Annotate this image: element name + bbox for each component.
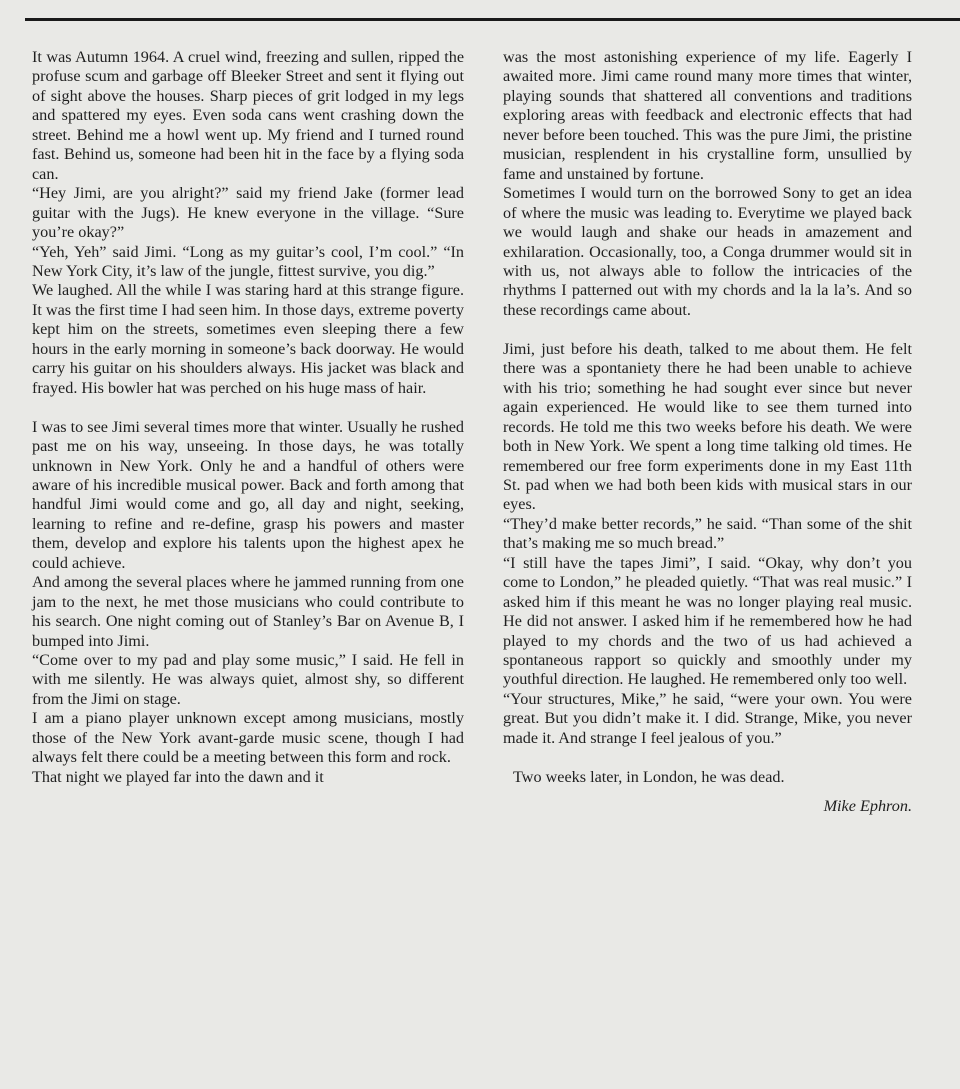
- left-column: [32, 48, 464, 787]
- paragraph: It was Autumn 1964. A cruel wind, freezing and sullen, ripped the profuse scum and garbage off Bleeker Street and sent it flying out of sight above the houses. Sharp pieces of grit lodged in my legs and spattered my eyes. Even soda cans went crashing down the street. Behind me a howl went up. My friend and I turned round fast. Behind us, someone had been hit in the face by a flying soda can.: [32, 48, 464, 183]
- paragraph: That night we played far into the dawn and it: [32, 767, 324, 786]
- paragraph: I am a piano player unknown except among musicians, mostly those of the New York avant-garde music scene, though I had always felt there could be a meeting between this form and rock.: [32, 709, 464, 767]
- paragraph: Sometimes I would turn on the borrowed Sony to get an idea of where the music was leading to. Everytime we played back we would laugh and shake our heads in amazement and exhilaration. Occasionally, too, a Conga drummer would sit in with us, not always able to follow the intricacies of the rhythms I patterned out with my chords and la la la’s. And so these recordings came about.: [503, 184, 912, 319]
- paragraph: “Yeh, Yeh” said Jimi. “Long as my guitar’s cool, I’m cool.” “In New York City, it’s law of the jungle, fittest survive, you dig.”: [32, 242, 464, 280]
- paragraph: “Come over to my pad and play some music,” I said. He fell in with me silently. He was always quiet, almost shy, so different from the Jimi on stage.: [32, 651, 464, 708]
- top-rule: [25, 18, 960, 21]
- paragraph: “I still have the tapes Jimi”, I said. “Okay, why don’t you come to London,” he pleaded quietly. “That was real music.” I asked him if this meant he was no longer playing real music. He did not answer. I asked him if he remembered how he had played to my chords and the two of us had achieved a spontaneous rapport so quickly and smoothly under my youthful direction. He laughed. He remembered only too well.: [503, 553, 912, 689]
- paragraph: And among the several places where he jammed running from one jam to the next, he met those musicians who could contribute to his search. One night coming out of Stanley’s Bar on Avenue B, I bumped into Jimi.: [32, 573, 464, 650]
- right-column: [503, 48, 912, 817]
- paragraph: was the most astonishing experience of my life. Eagerly I awaited more. Jimi came round many more times that winter, playing sounds that shattered all conventions and traditions exploring areas with feedback and electronic effects that had never before been touched. This was the pure Jimi, the pristine musician, resplendent in his crystalline form, unsullied by fame and unstained by fortune.: [503, 48, 912, 183]
- closing-line: Two weeks later, in London, he was dead.: [513, 767, 785, 786]
- paragraph: “Hey Jimi, are you alright?” said my friend Jake (former lead guitar with the Jugs). He knew everyone in the village. “Sure you’re okay?”: [32, 184, 464, 242]
- paragraph: “Your structures, Mike,” he said, “were your own. You were great. But you didn’t make it. I did. Strange, Mike, you never made it. And strange I feel jealous of you.”: [503, 689, 912, 747]
- paragraph: “They’d make better records,” he said. “Than some of the shit that’s making me so much bread.”: [503, 514, 912, 553]
- paragraph: I was to see Jimi several times more that winter. Usually he rushed past me on his way, unseeing. In those days, he was totally unknown in New York. Only he and a handful of others were aware of his incredible musical power. Back and forth among that handful Jimi would come and go, all day and night, seeking, learning to refine and re-define, grasp his powers and master them, develop and explore his talents upon the highest apex he could achieve.: [32, 417, 465, 572]
- author-signature: Mike Ephron.: [823, 797, 912, 816]
- paragraph: Jimi, just before his death, talked to me about them. He felt there was a spontaniety there he had been unable to achieve with his trio; something he had sought ever since but never again experienced. He would like to see them turned into records. He told me this two weeks before his death. We were both in New York. We spent a long time talking old times. He remembered our free form experiments done in my East 11th St. pad when we had both been kids with musical stars in our eyes.: [503, 339, 912, 514]
- paragraph: We laughed. All the while I was staring hard at this strange figure. It was the first time I had seen him. In those days, extreme poverty kept him on the streets, sometimes even sleeping there a few hours in the early morning in someone’s back doorway. He would carry his guitar on his shoulders always. His jacket was black and frayed. His bowler hat was perched on his huge mass of hair.: [32, 281, 464, 397]
